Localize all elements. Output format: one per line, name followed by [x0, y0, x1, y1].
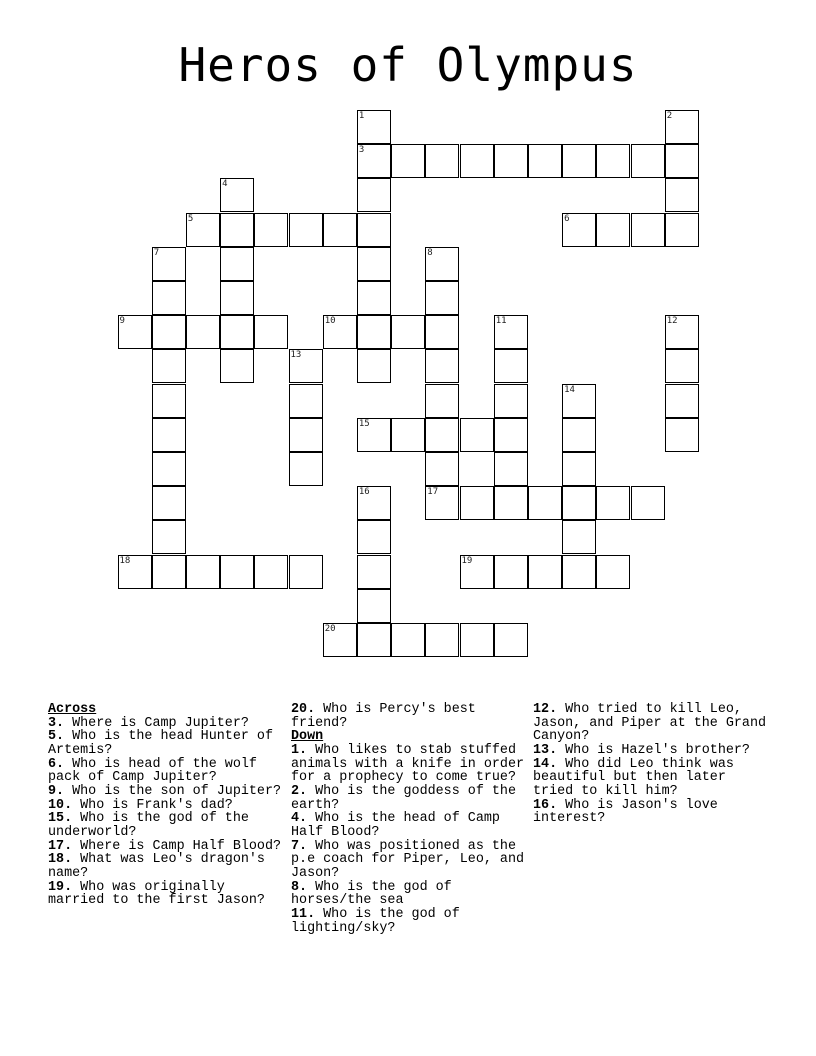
clue-number: 9. — [48, 783, 65, 799]
across-clue — [48, 840, 284, 854]
clue-text: Who is the god of the underworld? — [48, 811, 249, 840]
grid-cell[interactable] — [460, 486, 494, 520]
grid-cell[interactable] — [357, 110, 391, 144]
grid-cell[interactable] — [665, 384, 699, 418]
clues-column-3 — [533, 703, 769, 826]
grid-cell[interactable] — [494, 555, 528, 589]
clue-number: 18 — [119, 555, 131, 566]
grid-cell[interactable] — [494, 315, 528, 349]
clue-text: Who is Hazel's brother? — [557, 742, 750, 758]
clue-number: 1 — [358, 111, 365, 121]
grid-cell[interactable] — [220, 213, 254, 247]
clue-text: Who is the head Hunter of Artemis? — [48, 729, 274, 758]
grid-cell[interactable] — [665, 213, 699, 247]
grid-cell[interactable] — [665, 349, 699, 383]
grid-cell[interactable] — [220, 281, 254, 315]
grid-cell[interactable] — [460, 144, 494, 178]
down-clue — [533, 758, 769, 799]
across-heading: Across — [48, 702, 97, 717]
grid-cell[interactable] — [562, 452, 596, 486]
grid-cell[interactable] — [289, 418, 323, 452]
grid-cell[interactable] — [254, 315, 288, 349]
grid-cell[interactable] — [460, 623, 494, 657]
grid-cell[interactable] — [220, 315, 254, 349]
clue-number: 12. — [533, 702, 558, 717]
grid-cell[interactable] — [596, 555, 630, 589]
grid-cell[interactable] — [562, 555, 596, 589]
clue-number: 20. — [291, 702, 316, 717]
grid-cell[interactable] — [562, 520, 596, 554]
down-clue — [291, 840, 527, 881]
grid-cell[interactable] — [596, 144, 630, 178]
grid-cell[interactable] — [391, 144, 425, 178]
clue-number: 10 — [324, 316, 336, 327]
clues-column-2 — [291, 703, 527, 935]
grid-cell[interactable] — [357, 144, 391, 178]
clue-text: Who is the goddess of the earth? — [291, 783, 517, 813]
clue-number: 5. — [48, 729, 65, 745]
across-clue — [48, 881, 284, 908]
across-clue — [48, 717, 284, 731]
clue-text: Who is the son of Jupiter? — [64, 783, 282, 799]
grid-cell[interactable] — [665, 144, 699, 178]
clue-number: 11 — [495, 316, 507, 327]
grid-cell[interactable] — [391, 315, 425, 349]
clue-text: Who was positioned as the p.e coach for Piper, Leo, and Jason? — [291, 838, 525, 881]
clue-number: 19. — [48, 879, 73, 895]
across-clue — [48, 799, 284, 813]
grid-cell[interactable] — [289, 452, 323, 486]
clue-text: Where is Camp Half Blood? — [72, 838, 282, 854]
clue-number: 13. — [533, 742, 558, 758]
grid-cell[interactable] — [460, 555, 494, 589]
grid-cell[interactable] — [425, 384, 459, 418]
grid-cell[interactable] — [665, 315, 699, 349]
clue-number: 6. — [48, 756, 65, 772]
grid-cell[interactable] — [152, 486, 186, 520]
clue-number: 4 — [222, 179, 228, 190]
clue-number: 10. — [48, 797, 73, 813]
grid-cell[interactable] — [460, 418, 494, 452]
grid-cell[interactable] — [562, 144, 596, 178]
across-clue — [291, 703, 527, 730]
across-clue — [48, 758, 284, 785]
grid-cell[interactable] — [357, 281, 391, 315]
across-clue — [48, 785, 284, 799]
grid-cell[interactable] — [289, 213, 323, 247]
clue-text: Who was originally married to the first Jason? — [48, 879, 265, 909]
grid-cell[interactable] — [254, 213, 288, 247]
down-heading: Down — [291, 729, 324, 745]
grid-cell[interactable] — [425, 247, 459, 281]
grid-cell[interactable] — [494, 623, 528, 657]
grid-cell[interactable] — [665, 110, 699, 144]
grid-cell[interactable] — [357, 349, 391, 383]
clue-text: Who is Percy's best friend? — [291, 702, 476, 731]
down-clue — [533, 799, 769, 826]
grid-cell[interactable] — [118, 315, 152, 349]
down-clue — [291, 908, 527, 935]
clue-text: Where is Camp Jupiter? — [64, 715, 249, 731]
across-clue — [48, 730, 284, 757]
grid-cell[interactable] — [254, 555, 288, 589]
grid-cell[interactable] — [323, 623, 357, 657]
clue-text: Who is Jason's love interest? — [533, 797, 718, 827]
clue-number: 2 — [666, 111, 673, 121]
grid-cell[interactable] — [118, 555, 152, 589]
grid-cell[interactable] — [665, 418, 699, 452]
grid-cell[interactable] — [425, 281, 459, 315]
clue-number: 9 — [119, 316, 125, 327]
grid-cell[interactable] — [494, 349, 528, 383]
clue-number: 4. — [291, 811, 308, 827]
grid-cell[interactable] — [152, 384, 186, 418]
grid-cell[interactable] — [357, 213, 391, 247]
grid-cell[interactable] — [152, 555, 186, 589]
grid-cell[interactable] — [596, 486, 630, 520]
grid-cell[interactable] — [220, 349, 254, 383]
clue-number: 15 — [358, 418, 370, 429]
clue-number: 13 — [290, 350, 302, 361]
down-clue — [291, 785, 527, 812]
clue-number: 14 — [564, 384, 575, 395]
grid-cell[interactable] — [494, 418, 528, 452]
grid-cell[interactable] — [494, 486, 528, 520]
clue-number: 19 — [461, 555, 473, 566]
grid-cell[interactable] — [357, 178, 391, 212]
grid-cell[interactable] — [220, 555, 254, 589]
grid-cell[interactable] — [357, 589, 391, 623]
clue-number: 1. — [291, 742, 308, 758]
grid-cell[interactable] — [152, 520, 186, 554]
grid-cell[interactable] — [425, 418, 459, 452]
grid-cell[interactable] — [220, 247, 254, 281]
across-clue — [48, 853, 284, 880]
grid-cell[interactable] — [357, 418, 391, 452]
page-title: Heros of Olympus — [178, 38, 638, 92]
clue-text: Who is the head of Camp Half Blood? — [291, 811, 500, 840]
clue-number: 17 — [427, 487, 439, 498]
across-clue — [48, 812, 284, 839]
grid-cell[interactable] — [425, 452, 459, 486]
down-clue — [533, 703, 769, 744]
grid-cell[interactable] — [289, 555, 323, 589]
grid-cell[interactable] — [562, 486, 596, 520]
grid-cell[interactable] — [631, 486, 665, 520]
clue-number: 18. — [48, 852, 73, 868]
clue-text: Who is the god of lighting/sky? — [291, 906, 460, 936]
clue-text: Who is the god of horses/the sea — [291, 879, 452, 909]
grid-cell[interactable] — [528, 486, 562, 520]
grid-cell[interactable] — [391, 623, 425, 657]
grid-cell[interactable] — [357, 520, 391, 554]
clue-number: 14. — [533, 756, 558, 772]
grid-cell[interactable] — [425, 349, 459, 383]
clue-text: Who tried to kill Leo, Jason, and Piper at the Grand Canyon? — [533, 702, 767, 745]
down-clue — [291, 881, 527, 908]
grid-cell[interactable] — [289, 349, 323, 383]
clue-number: 5 — [187, 213, 194, 224]
clue-number: 12 — [666, 316, 678, 327]
grid-cell[interactable] — [391, 418, 425, 452]
clue-text: Who did Leo think was beautiful but then later tried to kill him? — [533, 756, 734, 799]
grid-cell[interactable] — [425, 315, 459, 349]
clue-text: Who likes to stab stuffed animals with a knife in order for a prophecy to come true? — [291, 742, 525, 786]
grid-cell[interactable] — [152, 349, 186, 383]
grid-cell[interactable] — [186, 213, 220, 247]
grid-cell[interactable] — [152, 315, 186, 349]
grid-cell[interactable] — [528, 555, 562, 589]
grid-cell[interactable] — [152, 452, 186, 486]
clue-number: 2. — [291, 783, 308, 799]
grid-cell[interactable] — [425, 486, 459, 520]
grid-cell[interactable] — [357, 315, 391, 349]
grid-cell[interactable] — [152, 247, 186, 281]
grid-cell[interactable] — [631, 213, 665, 247]
grid-cell[interactable] — [323, 315, 357, 349]
grid-cell[interactable] — [220, 178, 254, 212]
clue-number: 15. — [48, 811, 73, 827]
grid-cell[interactable] — [357, 623, 391, 657]
clue-number: 6 — [564, 213, 570, 224]
grid-cell[interactable] — [186, 555, 220, 589]
grid-cell[interactable] — [631, 144, 665, 178]
clue-text: What was Leo's dragon's name? — [48, 852, 265, 881]
clue-number: 7. — [291, 838, 308, 854]
grid-cell[interactable] — [562, 418, 596, 452]
grid-cell[interactable] — [357, 486, 391, 520]
clue-number: 3. — [48, 715, 65, 731]
clues-column-1 — [48, 703, 284, 908]
grid-cell[interactable] — [152, 281, 186, 315]
grid-cell[interactable] — [596, 213, 630, 247]
grid-cell[interactable] — [289, 384, 323, 418]
grid-cell[interactable] — [528, 144, 562, 178]
clue-number: 16. — [533, 797, 558, 813]
grid-cell[interactable] — [562, 213, 596, 247]
clue-number: 16 — [358, 487, 370, 498]
grid-cell[interactable] — [323, 213, 357, 247]
clue-number: 20 — [324, 624, 336, 634]
clue-number: 3 — [358, 145, 365, 156]
down-clue — [291, 812, 527, 839]
grid-cell[interactable] — [425, 623, 459, 657]
clue-number: 11. — [291, 906, 316, 922]
grid-cell[interactable] — [186, 315, 220, 349]
grid-cell[interactable] — [357, 555, 391, 589]
clue-number: 8 — [427, 247, 433, 258]
grid-cell[interactable] — [152, 418, 186, 452]
clue-number: 17. — [48, 838, 73, 854]
clue-number: 8. — [291, 879, 308, 895]
grid-cell[interactable] — [357, 247, 391, 281]
grid-cell[interactable] — [425, 144, 459, 178]
clue-number: 7 — [153, 247, 160, 258]
clue-text: Who is head of the wolf pack of Camp Jupiter? — [48, 756, 257, 786]
grid-cell[interactable] — [665, 178, 699, 212]
clue-text: Who is Frank's dad? — [72, 797, 233, 813]
grid-cell[interactable] — [562, 384, 596, 418]
grid-cell[interactable] — [494, 144, 528, 178]
down-clue — [533, 744, 769, 758]
grid-cell[interactable] — [494, 452, 528, 486]
grid-cell[interactable] — [494, 384, 528, 418]
down-clue — [291, 744, 527, 785]
